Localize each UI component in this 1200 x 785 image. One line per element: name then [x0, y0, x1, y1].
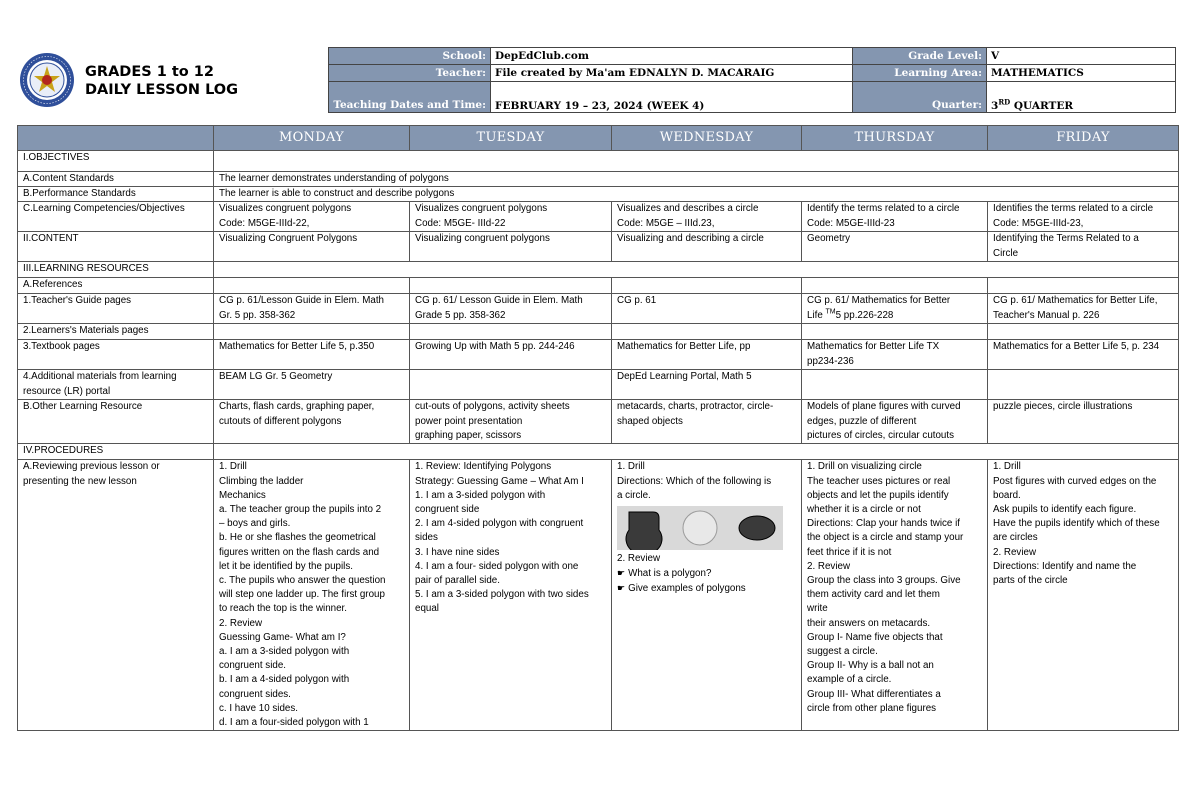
trademark-mark: TM — [825, 308, 836, 316]
bullet-line — [617, 581, 796, 596]
text-line: Circle — [993, 247, 1019, 259]
text-line: 1. Drill on visualizing circle — [807, 461, 922, 473]
learning-area-value: MATHEMATICS — [987, 65, 1176, 82]
tg-pages-label: 1.Teacher's Guide pages — [18, 294, 214, 324]
additional-materials-row — [18, 370, 1179, 400]
text-line: Code: M5GE-IIId-23, — [993, 217, 1084, 229]
performance-standards-row — [18, 187, 1179, 202]
quarter-value — [987, 82, 1176, 113]
day-header-tuesday: TUESDAY — [410, 126, 612, 151]
lm-pages-fri — [988, 324, 1179, 340]
check-bullet-icon: ☛ — [617, 583, 626, 594]
text-line: Grade 5 pp. 358-362 — [415, 309, 506, 321]
additional-materials-label — [18, 370, 214, 400]
other-resource-fri: puzzle pieces, circle illustrations — [988, 400, 1179, 444]
text-fragment: Life — [807, 309, 826, 321]
text-line: CG p. 61/ Lesson Guide in Elem. Math — [415, 295, 583, 307]
corner-cell — [18, 126, 214, 151]
daily-lesson-grid — [17, 125, 1179, 731]
text-line: Group the class into 3 groups. Give — [807, 575, 961, 587]
text-line: graphing paper, scissors — [415, 429, 522, 441]
competencies-label: C.Learning Competencies/Objectives — [18, 202, 214, 232]
lm-pages-row — [18, 324, 1179, 340]
review-tue — [410, 460, 612, 731]
competencies-tue — [410, 202, 612, 232]
competencies-row — [18, 202, 1179, 232]
text-line: Code: M5GE – IIId.23, — [617, 217, 715, 229]
text-line: Group III- What differentiates a — [807, 688, 941, 700]
textbook-fri: Mathematics for a Better Life 5, p. 234 — [988, 340, 1179, 370]
text-line: them activity card and let them — [807, 589, 940, 601]
text-line: pp234-236 — [807, 355, 854, 367]
text-line: suggest a circle. — [807, 646, 878, 658]
lm-pages-thu — [802, 324, 988, 340]
grade-level-value: V — [987, 48, 1176, 65]
procedures-empty — [214, 444, 1179, 460]
procedures-row — [18, 444, 1179, 460]
text-line: to reach the top is the winner. — [219, 603, 347, 615]
content-label: II.CONTENT — [18, 232, 214, 262]
quarter-label: Quarter: — [853, 82, 987, 113]
text-line: 1. Drill — [993, 461, 1021, 473]
text-line: Climbing the ladder — [219, 475, 304, 487]
text-line: objects and let the pupils identify — [807, 489, 949, 501]
text-line: Ask pupils to identify each figure. — [993, 504, 1137, 516]
text-line: 3. I have nine sides — [415, 546, 500, 558]
text-line: Charts, flash cards, graphing paper, — [219, 401, 375, 413]
other-resource-thu — [802, 400, 988, 444]
tg-pages-mon — [214, 294, 410, 324]
references-thu — [802, 278, 988, 294]
tg-pages-row — [18, 294, 1179, 324]
lm-pages-wed — [612, 324, 802, 340]
content-thu: Geometry — [802, 232, 988, 262]
text-line: Group II- Why is a ball not an — [807, 660, 934, 672]
text-line: CG p. 61/Lesson Guide in Elem. Math — [219, 295, 384, 307]
title-line-2: DAILY LESSON LOG — [85, 82, 239, 98]
text-line: a. The teacher group the pupils into 2 — [219, 504, 382, 516]
text-line: the object is a circle and stamp your — [807, 532, 964, 544]
text-line: 1. Drill — [617, 461, 645, 473]
text-line: 2. Review — [807, 560, 851, 572]
references-tue — [410, 278, 612, 294]
text-line: cut-outs of polygons, activity sheets — [415, 401, 570, 413]
text-line: let it be identified by the pupils. — [219, 560, 353, 572]
textbook-thu — [802, 340, 988, 370]
text-line: Strategy: Guessing Game – What Am I — [415, 475, 584, 487]
references-label: A.References — [18, 278, 214, 294]
text-line: circle from other plane figures — [807, 702, 937, 714]
circle-shape — [683, 511, 717, 545]
text-line: Directions: Identify and name the — [993, 560, 1137, 572]
content-standards-text: The learner demonstrates understanding of polygons — [214, 172, 1179, 187]
teaching-dates-label: Teaching Dates and Time: — [329, 82, 491, 113]
text-line: CG p. 61/ Mathematics for Better — [807, 295, 951, 307]
oval-shape — [739, 516, 775, 540]
text-fragment: 5 pp.226-228 — [835, 309, 894, 321]
day-header-thursday: THURSDAY — [802, 126, 988, 151]
text-line: Mechanics — [219, 489, 266, 501]
circle-choice-shapes — [617, 506, 783, 550]
text-line: pair of parallel side. — [415, 575, 500, 587]
text-line: parts of the circle — [993, 575, 1068, 587]
text-line: presenting the new lesson — [23, 475, 137, 487]
additional-thu — [802, 370, 988, 400]
competencies-thu — [802, 202, 988, 232]
text-line: Models of plane figures with curved — [807, 401, 961, 413]
text-line: their answers on metacards. — [807, 617, 931, 629]
text-line: feet thrice if it is not — [807, 546, 892, 558]
text-line: power point presentation — [415, 415, 523, 427]
text-line: cutouts of different polygons — [219, 415, 342, 427]
tg-pages-tue — [410, 294, 612, 324]
text-line: 4. I am a four- sided polygon with one — [415, 560, 579, 572]
content-wed: Visualizing and describing a circle — [612, 232, 802, 262]
other-resource-tue — [410, 400, 612, 444]
text-line: Mathematics for Better Life TX — [807, 341, 940, 353]
text-line: Directions: Clap your hands twice if — [807, 518, 961, 530]
performance-standards-text: The learner is able to construct and describe polygons — [214, 187, 1179, 202]
review-wed — [612, 460, 802, 731]
additional-mon: BEAM LG Gr. 5 Geometry — [214, 370, 410, 400]
resources-row — [18, 262, 1179, 278]
other-resource-mon — [214, 400, 410, 444]
text-line: b. I am a 4-sided polygon with — [219, 674, 350, 686]
text-line: edges, puzzle of different — [807, 415, 917, 427]
text-line: congruent sides. — [219, 688, 291, 700]
additional-fri — [988, 370, 1179, 400]
resources-heading: III.LEARNING RESOURCES — [18, 262, 214, 278]
text-line: are circles — [993, 532, 1038, 544]
text-line: Visualizes and describes a circle — [617, 203, 759, 215]
deped-seal-logo — [19, 52, 75, 108]
tg-pages-thu — [802, 294, 988, 324]
text-line: 2. Review — [993, 546, 1037, 558]
objectives-empty — [214, 151, 1179, 172]
text-line: CG p. 61/ Mathematics for Better Life, — [993, 295, 1158, 307]
text-line: whether it is a circle or not — [807, 504, 921, 516]
text-line: 1. Review: Identifying Polygons — [415, 461, 552, 473]
text-line: Post figures with curved edges on the — [993, 475, 1157, 487]
title-line-1: GRADES 1 to 12 — [85, 64, 214, 80]
objectives-row — [18, 151, 1179, 172]
bullet-line — [617, 566, 796, 581]
additional-tue — [410, 370, 612, 400]
review-label — [18, 460, 214, 731]
text-line: figures written on the flash cards and — [219, 546, 380, 558]
check-bullet-icon: ☛ — [617, 568, 626, 579]
other-resource-wed — [612, 400, 802, 444]
tg-pages-fri — [988, 294, 1179, 324]
text-line: pictures of circles, circular cutouts — [807, 429, 955, 441]
day-header-row — [18, 126, 1179, 151]
text-line: Code: M5GE- IIId-22 — [415, 217, 506, 229]
content-tue: Visualizing congruent polygons — [410, 232, 612, 262]
day-header-friday: FRIDAY — [988, 126, 1179, 151]
text-line: 2. I am 4-sided polygon with congruent — [415, 518, 584, 530]
competencies-fri — [988, 202, 1179, 232]
objectives-heading: I.OBJECTIVES — [18, 151, 214, 172]
resources-empty — [214, 262, 1179, 278]
teardrop-shape — [626, 512, 662, 550]
text-line: resource (LR) portal — [23, 385, 111, 397]
review-mon — [214, 460, 410, 731]
learning-area-label: Learning Area: — [853, 65, 987, 82]
quarter-suffix: RD — [998, 97, 1011, 107]
text-fragment: Give examples of polygons — [628, 583, 746, 595]
text-line: c. I have 10 sides. — [219, 702, 298, 714]
text-line: Code: M5GE-IIId-23 — [807, 217, 895, 229]
text-line: – boys and girls. — [219, 518, 291, 530]
text-line: A.Reviewing previous lesson or — [23, 461, 160, 473]
review-row — [18, 460, 1179, 731]
text-line: Identifying the Terms Related to a — [993, 233, 1139, 245]
teaching-dates-value: FEBRUARY 19 – 23, 2024 (WEEK 4) — [491, 82, 853, 113]
textbook-row — [18, 340, 1179, 370]
competencies-wed — [612, 202, 802, 232]
text-line: b. He or she flashes the geometrical — [219, 532, 376, 544]
day-header-wednesday: WEDNESDAY — [612, 126, 802, 151]
textbook-wed: Mathematics for Better Life, pp — [612, 340, 802, 370]
text-line: equal — [415, 603, 439, 615]
content-standards-label: A.Content Standards — [18, 172, 214, 187]
competencies-mon — [214, 202, 410, 232]
review-wed-drill — [617, 460, 796, 503]
text-line: write — [807, 603, 828, 615]
text-line: Identify the terms related to a circle — [807, 203, 960, 215]
textbook-mon: Mathematics for Better Life 5, p.350 — [214, 340, 410, 370]
textbook-tue: Growing Up with Math 5 pp. 244-246 — [410, 340, 612, 370]
tg-pages-wed: CG p. 61 — [612, 294, 802, 324]
text-line: 5. I am a 3-sided polygon with two sides — [415, 589, 589, 601]
lm-pages-tue — [410, 324, 612, 340]
content-mon: Visualizing Congruent Polygons — [214, 232, 410, 262]
school-label: School: — [329, 48, 491, 65]
review-thu — [802, 460, 988, 731]
text-line: sides — [415, 532, 438, 544]
text-line: Visualizes congruent polygons — [219, 203, 352, 215]
procedures-heading: IV.PROCEDURES — [18, 444, 214, 460]
school-value: DepEdClub.com — [491, 48, 853, 65]
text-line: c. The pupils who answer the question — [219, 575, 386, 587]
references-wed — [612, 278, 802, 294]
text-line: 2. Review — [617, 553, 661, 565]
additional-wed: DepEd Learning Portal, Math 5 — [612, 370, 802, 400]
text-line: Identifies the terms related to a circle — [993, 203, 1154, 215]
review-fri — [988, 460, 1179, 731]
references-row — [18, 278, 1179, 294]
text-line: Gr. 5 pp. 358-362 — [219, 309, 296, 321]
grade-level-label: Grade Level: — [853, 48, 987, 65]
teacher-label: Teacher: — [329, 65, 491, 82]
lesson-info-table — [328, 47, 1176, 113]
lm-pages-mon — [214, 324, 410, 340]
quarter-word: QUARTER — [1010, 100, 1074, 112]
performance-standards-label: B.Performance Standards — [18, 187, 214, 202]
text-line: Code: M5GE-IIId-22, — [219, 217, 310, 229]
content-standards-row — [18, 172, 1179, 187]
text-line: Guessing Game- What am I? — [219, 631, 346, 643]
day-header-monday: MONDAY — [214, 126, 410, 151]
text-line: shaped objects — [617, 415, 683, 427]
text-line: 1. Drill — [219, 461, 247, 473]
text-line: congruent side. — [219, 660, 286, 672]
text-line: 1. I am a 3-sided polygon with — [415, 489, 546, 501]
text-line: congruent side — [415, 504, 480, 516]
content-fri — [988, 232, 1179, 262]
text-line: a circle. — [617, 489, 651, 501]
text-line: Teacher's Manual p. 226 — [993, 309, 1100, 321]
text-line: Group I- Name five objects that — [807, 631, 943, 643]
quarter-number: 3 — [991, 100, 999, 112]
text-line: Directions: Which of the following is — [617, 475, 772, 487]
teacher-value: File created by Ma'am EDNALYN D. MACARAIG — [491, 65, 853, 82]
text-line: board. — [993, 489, 1021, 501]
text-line: will step one ladder up. The first group — [219, 589, 385, 601]
page-title — [85, 63, 238, 99]
text-line: a. I am a 3-sided polygon with — [219, 646, 350, 658]
text-fragment: What is a polygon? — [628, 568, 712, 580]
text-line: The teacher uses pictures or real — [807, 475, 951, 487]
lm-pages-label: 2.Learners's Materials pages — [18, 324, 214, 340]
text-line: d. I am a four-sided polygon with 1 — [219, 717, 369, 729]
references-fri — [988, 278, 1179, 294]
references-mon — [214, 278, 410, 294]
other-resource-label: B.Other Learning Resource — [18, 400, 214, 444]
text-line: metacards, charts, protractor, circle- — [617, 401, 774, 413]
content-row — [18, 232, 1179, 262]
text-line: 2. Review — [219, 617, 263, 629]
text-line — [807, 309, 982, 323]
text-line: example of a circle. — [807, 674, 892, 686]
text-line: Visualizes congruent polygons — [415, 203, 548, 215]
text-line: Have the pupils identify which of these — [993, 518, 1160, 530]
textbook-label: 3.Textbook pages — [18, 340, 214, 370]
other-resource-row — [18, 400, 1179, 444]
text-line: 4.Additional materials from learning — [23, 371, 177, 383]
